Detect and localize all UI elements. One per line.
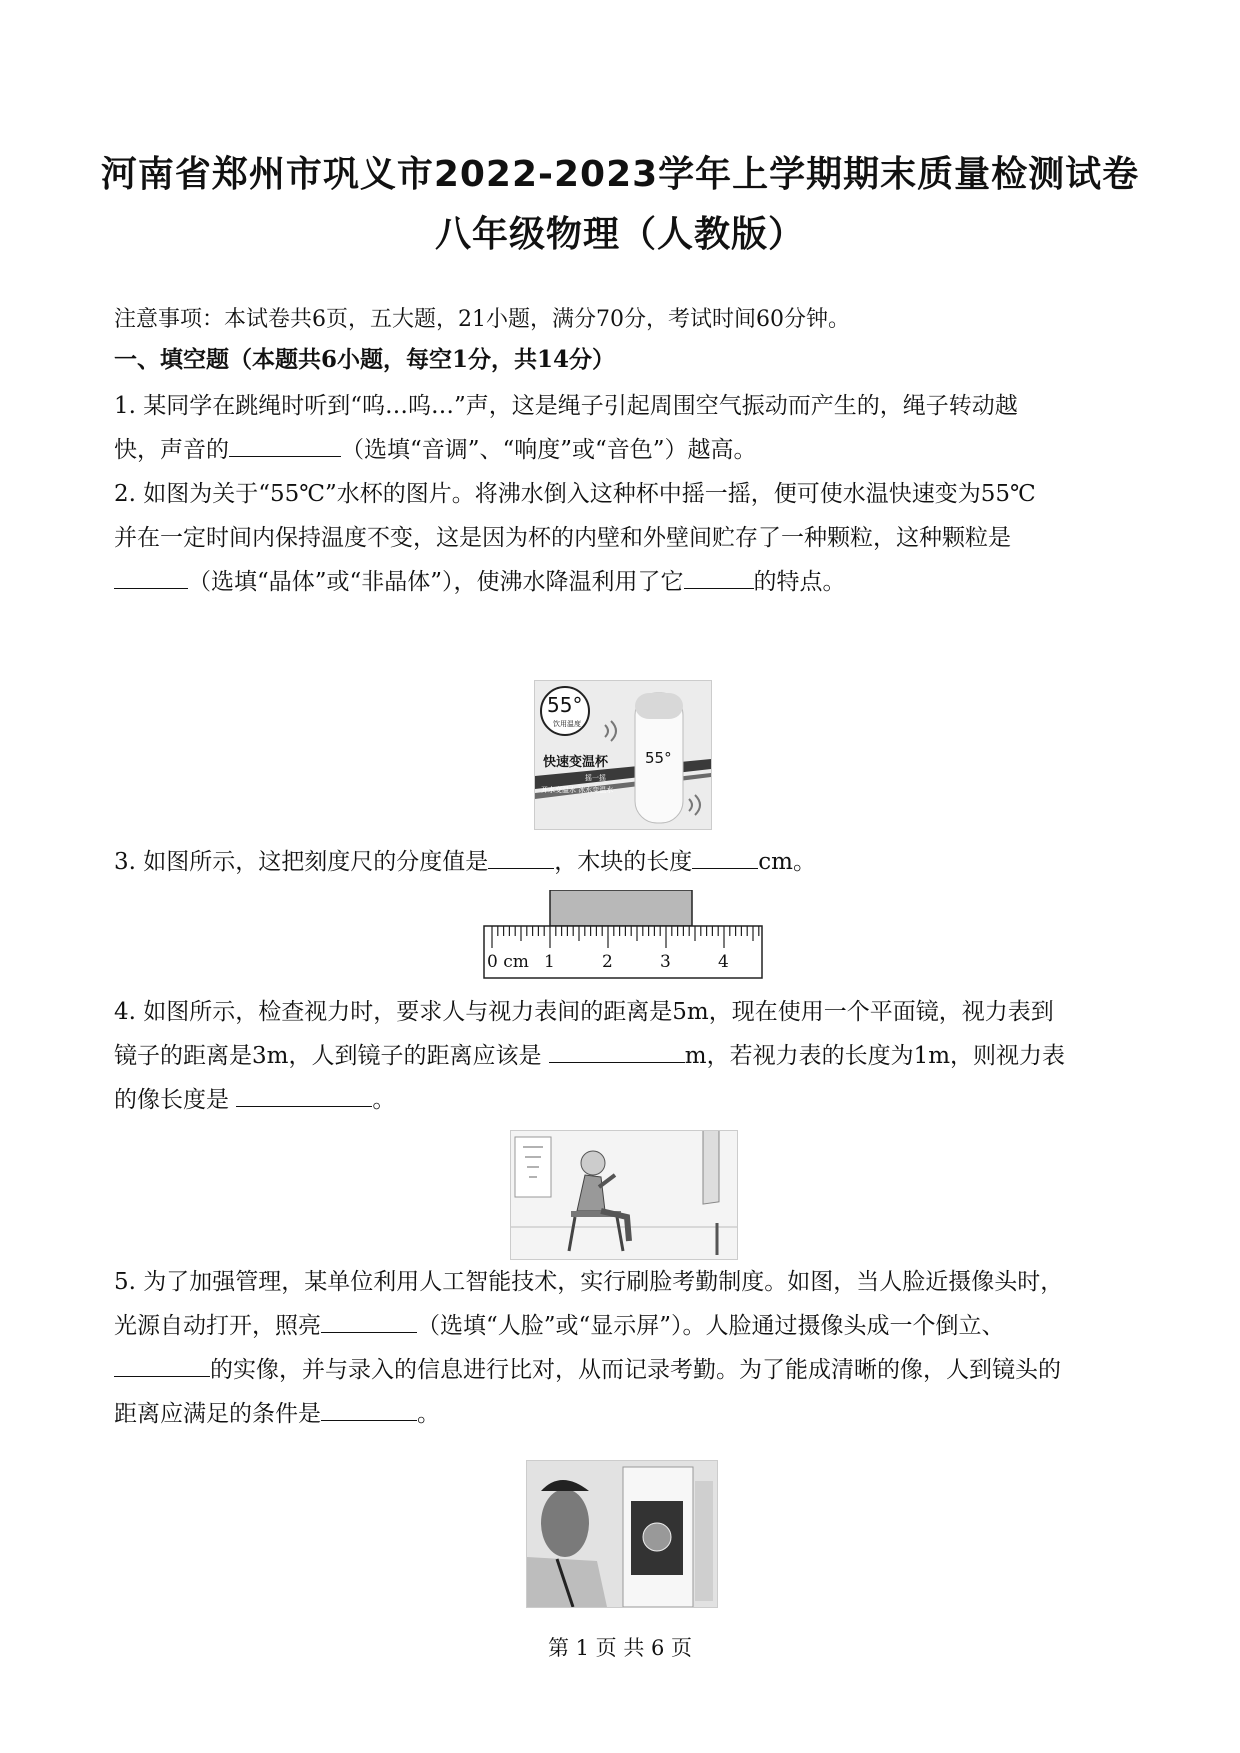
q4-line3 bbox=[114, 1086, 1134, 1114]
q1-line2 bbox=[114, 436, 1134, 464]
q5-blank-1[interactable] bbox=[321, 1312, 417, 1333]
face-scan-figure bbox=[526, 1460, 718, 1608]
cup-sub1: 摇一摇 bbox=[585, 774, 606, 782]
q4-blank-1[interactable] bbox=[549, 1042, 685, 1063]
q5-text-b: （选填“人脸”或“显示屏”）。人脸通过摄像头成一个倒立、 bbox=[417, 1313, 1005, 1339]
q4-text-b: m，若视力表的长度为1m，则视力表 bbox=[684, 1043, 1066, 1069]
q4-blank-2[interactable] bbox=[236, 1086, 372, 1107]
q3-text-b: ，木块的长度 bbox=[554, 849, 693, 875]
q2-text-b: 的特点。 bbox=[753, 569, 846, 595]
q5-text-c: 的实像，并与录入的信息进行比对，从而记录考勤。为了能成清晰的像，人到镜头的 bbox=[210, 1357, 1061, 1383]
q5-text-e: 。 bbox=[417, 1401, 440, 1427]
cup-print: 55° bbox=[645, 749, 672, 767]
cup-sub2: 开水变温水 冰水变温水 bbox=[541, 786, 614, 794]
eye-test-figure bbox=[510, 1130, 738, 1260]
q5-text-d: 距离应满足的条件是 bbox=[114, 1401, 321, 1427]
q5-text-a: 光源自动打开，照亮 bbox=[114, 1313, 321, 1339]
q4-text-a: 镜子的距离是3m，人到镜子的距离应该是 bbox=[114, 1043, 542, 1069]
q1-line1: 1. 某同学在跳绳时听到“呜…呜…”声，这是绳子引起周围空气振动而产生的，绳子转动越 bbox=[114, 393, 1018, 419]
q3-blank-1[interactable] bbox=[488, 848, 554, 869]
q5-line4 bbox=[114, 1400, 1134, 1428]
cup-label: 快速变温杯 bbox=[543, 755, 609, 770]
q5-line1: 5. 为了加强管理，某单位利用人工智能技术，实行刷脸考勤制度。如图，当人脸近摄像头时， bbox=[114, 1269, 1064, 1295]
q1-text-a: 快，声音的 bbox=[114, 437, 229, 463]
wood-block bbox=[550, 890, 692, 926]
q2-blank-2[interactable] bbox=[684, 568, 754, 589]
eye-test-illustration bbox=[511, 1131, 737, 1259]
ruler-figure bbox=[482, 890, 764, 980]
cup-badge-sub: 饮用温度 bbox=[553, 720, 581, 728]
ruler-tick-label-4: 4 bbox=[718, 952, 729, 972]
q3-blank-2[interactable] bbox=[692, 848, 758, 869]
ruler-tick-label-3: 3 bbox=[660, 952, 671, 972]
q4-line2 bbox=[114, 1042, 1134, 1070]
cup-figure bbox=[534, 680, 712, 830]
q2-text-a: （选填“晶体”或“非晶体”），使沸水降温利用了它 bbox=[188, 569, 684, 595]
ruler-tick-label-1: 1 bbox=[544, 952, 555, 972]
q2-line1: 2. 如图为关于“55℃”水杯的图片。将沸水倒入这种杯中摇一摇，便可使水温快速变为55℃ bbox=[114, 481, 1036, 507]
q4-text-d: 。 bbox=[372, 1087, 396, 1113]
q5-line3 bbox=[114, 1356, 1134, 1384]
q3-text-a: 3. 如图所示，这把刻度尺的分度值是 bbox=[114, 849, 489, 875]
exam-subtitle: 八年级物理（人教版） bbox=[434, 214, 805, 255]
q3-text-c: cm。 bbox=[758, 849, 816, 875]
cup-badge: 55° bbox=[547, 693, 583, 717]
ruler-tick-label-2: 2 bbox=[602, 952, 613, 972]
page-footer: 第 1 页 共 6 页 bbox=[547, 1636, 693, 1660]
face-scan-illustration bbox=[527, 1461, 717, 1607]
plane-mirror bbox=[703, 1131, 719, 1204]
q4-line1: 4. 如图所示，检查视力时，要求人与视力表间的距离是5m，现在使用一个平面镜，视力表到 bbox=[114, 999, 1054, 1025]
q2-line2: 并在一定时间内保持温度不变，这是因为杯的内壁和外壁间贮存了一种颗粒，这种颗粒是 bbox=[114, 525, 1011, 551]
exam-title: 河南省郑州市巩义市2022-2023学年上学期期末质量检测试卷 bbox=[100, 154, 1140, 195]
q4-text-c: 的像长度是 bbox=[114, 1087, 229, 1113]
notice: 注意事项：本试卷共6页，五大题，21小题，满分70分，考试时间60分钟。 bbox=[114, 307, 850, 332]
q5-line2 bbox=[114, 1312, 1134, 1340]
q2-line3 bbox=[114, 568, 1134, 596]
ruler-zero-label: 0 cm bbox=[487, 952, 529, 972]
q3-line bbox=[114, 848, 1134, 876]
q1-blank[interactable] bbox=[229, 436, 341, 457]
section-heading: 一、填空题（本题共6小题，每空1分，共14分） bbox=[114, 346, 616, 373]
q2-blank-1[interactable] bbox=[114, 568, 188, 589]
q5-blank-2[interactable] bbox=[114, 1356, 210, 1377]
q5-blank-3[interactable] bbox=[321, 1400, 417, 1421]
q1-text-b: （选填“音调”、“响度”或“音色”）越高。 bbox=[341, 437, 757, 463]
